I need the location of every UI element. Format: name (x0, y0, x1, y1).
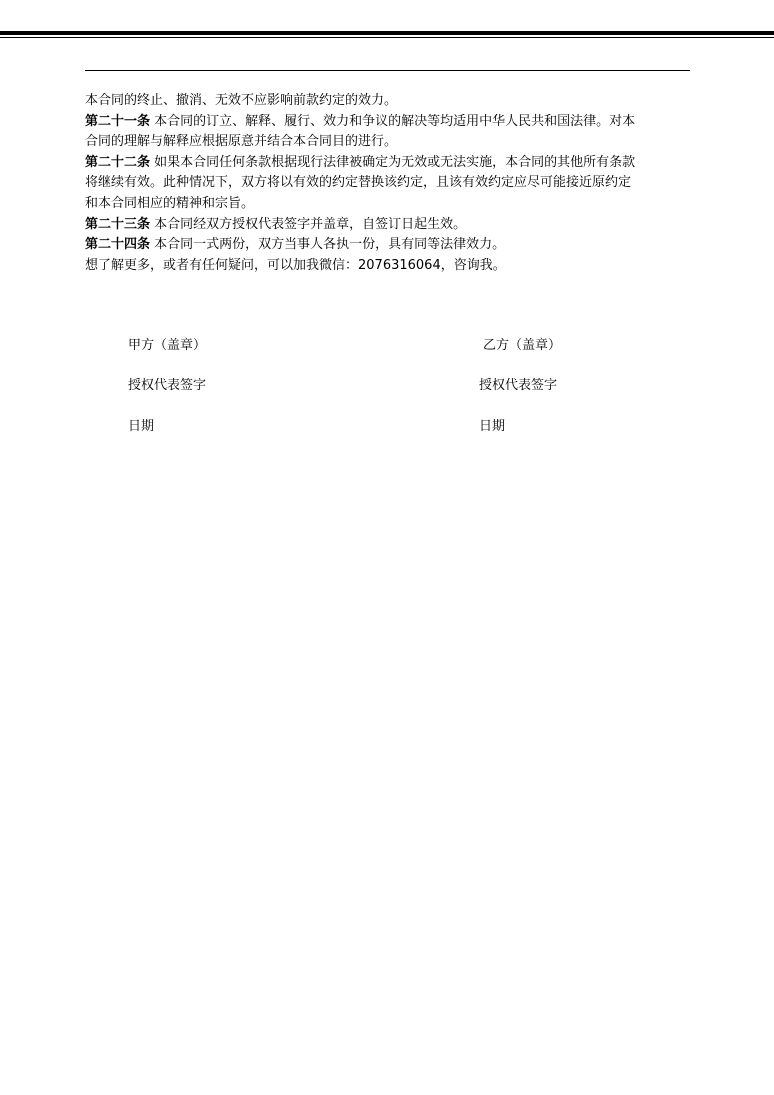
party-a-rep-signature-label: 授权代表签字 (128, 378, 207, 393)
contract-line: 将继续有效。此种情况下，双方将以有效的约定替换该约定，且该有效约定应尽可能接近原约定 (85, 175, 632, 191)
article-24: 第二十四条 本合同一式两份，双方当事人各执一份，具有同等法律效力。 (85, 237, 506, 253)
article-23-label: 第二十三条 (85, 216, 151, 232)
party-a-seal-label: 甲方（盖章） (128, 338, 207, 353)
contact-note: 想了解更多，或者有任何疑问，可以加我微信：2076316064，咨询我。 (85, 257, 506, 273)
party-a-date-label: 日期 (128, 419, 155, 434)
contract-line: 本合同的终止、撤消、无效不应影响前款约定的效力。 (85, 93, 398, 108)
contract-line: 和本合同相应的精神和宗旨。 (85, 195, 255, 211)
article-21-label: 第二十一条 (85, 113, 151, 129)
page-top-rule-thin (0, 37, 774, 38)
article-23: 第二十三条 本合同经双方授权代表签字并盖章，自签订日起生效。 (85, 216, 467, 232)
article-21: 第二十一条 本合同的订立、解释、履行、效力和争议的解决等均适用中华人民共和国法律。对本 (85, 113, 636, 129)
article-22-label: 第二十二条 (85, 154, 151, 170)
party-b-rep-signature-label: 授权代表签字 (479, 378, 558, 393)
contract-body (85, 91, 695, 276)
article-24-label: 第二十四条 (85, 237, 151, 253)
header-divider (85, 70, 690, 71)
party-b-seal-label: 乙方（盖章） (483, 338, 562, 353)
page-top-rule-thick (0, 31, 774, 35)
party-b-date-label: 日期 (479, 419, 506, 434)
contract-line: 合同的理解与解释应根据原意并结合本合同目的进行。 (85, 134, 398, 150)
article-22: 第二十二条 如果本合同任何条款根据现行法律被确定为无效或无法实施，本合同的其他所有条款 (85, 154, 636, 170)
